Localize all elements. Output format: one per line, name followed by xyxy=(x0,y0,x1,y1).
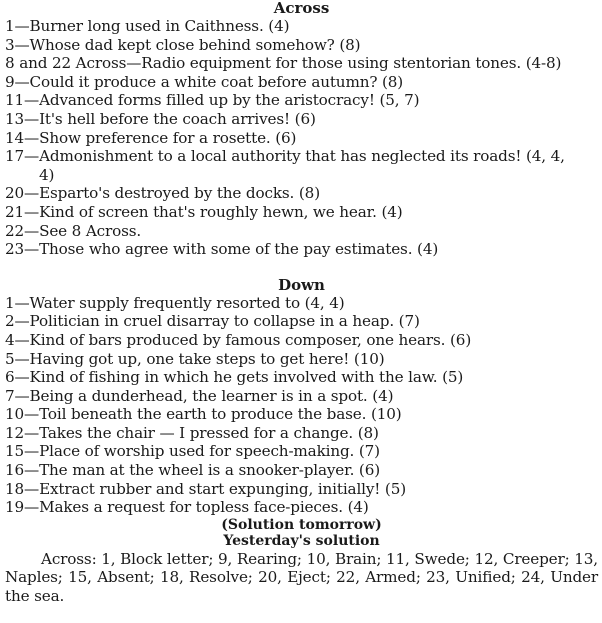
down-heading: Down xyxy=(278,275,325,294)
down-clue: 4—Kind of bars produced by famous composer, one hears. (6) xyxy=(5,330,472,349)
solution-note: (Solution tomorrow) xyxy=(221,516,382,533)
across-clue: 17—Admonishment to a local authority that has neglected its roads! (4, 4, xyxy=(5,147,565,166)
down-clue: 7—Being a dunderhead, the learner is in a spot. (4) xyxy=(5,386,394,405)
across-clue: 11—Advanced forms filled up by the aristocracy! (5, 7) xyxy=(5,91,420,110)
down-clue: 15—Place of worship used for speech-making. (7) xyxy=(5,442,380,461)
yesterday-solution-text: Across: 1, Block letter; 9, Rearing; 10, Brain; 11, Swede; 12, Creeper; 13, Naples; 15, Absent; 18, Resolve; 20, Eject; 22, Armed; 23, Unified; 24, Under the sea. xyxy=(5,549,598,606)
across-clue: 14—Show preference for a rosette. (6) xyxy=(5,128,297,147)
down-clue: 18—Extract rubber and start expunging, initially! (5) xyxy=(5,479,406,498)
down-clue: 19—Makes a request for topless face-pieces. (4) xyxy=(5,498,369,517)
yesterday-solution-heading: Yesterday's solution xyxy=(223,533,380,550)
down-clue: 5—Having got up, one take steps to get here! (10) xyxy=(5,349,385,368)
clue-continuation-text: 4) xyxy=(39,165,55,184)
across-clue: 8 and 22 Across—Radio equipment for those using stentorian tones. (4-8) xyxy=(5,54,562,73)
across-clue: 21—Kind of screen that's roughly hewn, we hear. (4) xyxy=(5,202,403,221)
across-clue: 3—Whose dad kept close behind somehow? (8) xyxy=(5,35,361,54)
across-clue: 13—It's hell before the coach arrives! (6) xyxy=(5,109,316,128)
down-clue: 12—Takes the chair — I pressed for a change. (8) xyxy=(5,423,379,442)
across-clue: 23—Those who agree with some of the pay estimates. (4) xyxy=(5,240,439,259)
down-clue: 1—Water supply frequently resorted to (4, 4) xyxy=(5,293,345,312)
across-clue: 20—Esparto's destroyed by the docks. (8) xyxy=(5,184,320,203)
across-clue: 1—Burner long used in Caithness. (4) xyxy=(5,17,290,35)
across-clue: 9—Could it produce a white coat before autumn? (8) xyxy=(5,72,404,91)
down-clue: 2—Politician in cruel disarray to collapse in a heap. (7) xyxy=(5,312,420,331)
down-clue: 6—Kind of fishing in which he gets involved with the law. (5) xyxy=(5,368,464,387)
down-clue-list xyxy=(5,294,598,517)
across-clue-list xyxy=(5,17,598,259)
across-clue-continuation xyxy=(5,166,598,185)
down-clue: 10—Toil beneath the earth to produce the base. (10) xyxy=(5,405,402,424)
across-clue: 22—See 8 Across. xyxy=(5,221,142,240)
across-heading: Across xyxy=(273,0,330,17)
down-clue: 16—The man at the wheel is a snooker-player. (6) xyxy=(5,461,381,480)
